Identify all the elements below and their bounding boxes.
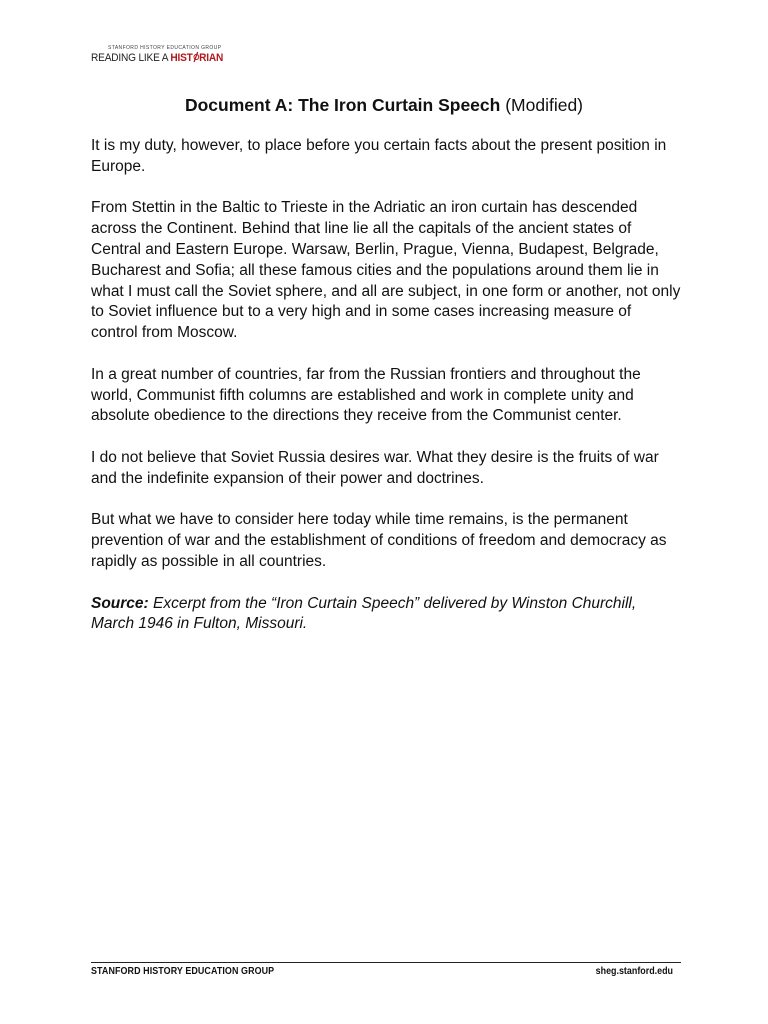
document-title [0,94,768,116]
logo-text-red-1: HIST [170,52,193,64]
footer-organization: STANFORD HISTORY EDUCATION GROUP [91,965,275,977]
footer-divider [91,962,681,963]
paragraph: But what we have to consider here today while time remains, is the permanent prevention of war and the establishment of conditions of freedom and democracy as rapidly as possible in all countries. [91,511,667,570]
footer-website: sheg.stanford.edu [595,965,673,977]
paragraph: I do not believe that Soviet Russia desires war. What they desire is the fruits of war and the indefinite expansion of their power and doctrines. [91,448,659,487]
source-label: Source: [91,594,149,612]
logo-text-dark: READING LIKE A [91,52,171,64]
source-text: Excerpt from the “Iron Curtain Speech” delivered by Winston Churchill, March 1946 in Fulton, Missouri. [91,594,637,633]
reading-like-a-historian-logo [91,45,271,65]
logo-wordmark [91,51,257,65]
logo-quill-icon [193,51,199,62]
paragraph: From Stettin in the Baltic to Trieste in the Adriatic an iron curtain has descended across the Continent. Behind that line lie all the capitals of the ancient states of Central and Eastern Europe. Warsaw, Berlin, Prague, Vienna, Budapest, Belgrade, Bucharest and Sofia; all these famous cities and the populations around them lie in what I must call the Soviet sphere, and all are subject, in one form or another, not only to Soviet influence but to a very high and in some cases increasing measure of control from Moscow. [91,199,681,342]
title-main: Document A: The Iron Curtain Speech [184,95,501,115]
title-suffix: (Modified) [500,95,584,115]
source-citation [91,594,681,636]
logo-group-name: STANFORD HISTORY EDUCATION GROUP [108,45,222,51]
paragraph: In a great number of countries, far from the Russian frontiers and throughout the world, Communist fifth columns are established and work in complete unity and absolute obedience to the directions they receive from the Communist center. [91,365,641,425]
paragraph: It is my duty, however, to place before you certain facts about the present position in Europe. [91,137,667,175]
logo-text-red-2: RIAN [199,52,224,64]
document-body [91,136,681,635]
